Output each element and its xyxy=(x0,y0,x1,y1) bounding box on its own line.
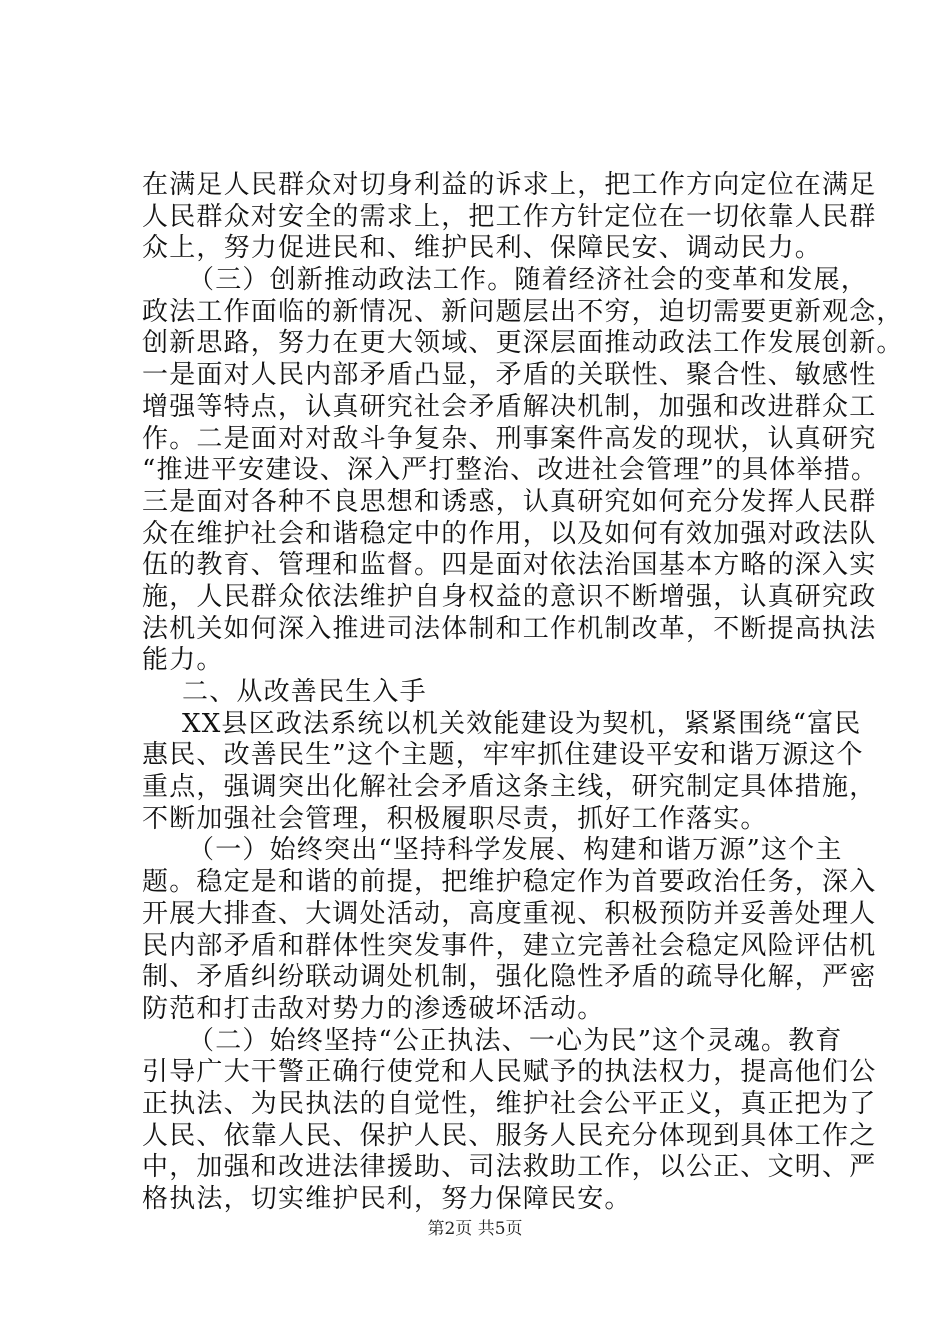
text-line: 格执法，切实维护民利，努力保障民安。 xyxy=(142,1184,632,1214)
text-line: 开展大排查、大调处活动，高度重视、积极预防并妥善处理人 xyxy=(142,898,877,929)
text-line: 不断加强社会管理，积极履职尽责，抓好工作落实。 xyxy=(142,803,768,834)
text-line: 伍的教育、管理和监督。四是面对依法治国基本方略的深入实 xyxy=(142,550,877,581)
text-line: “推进平安建设、深入严打整治、改进社会管理”的具体举措。 xyxy=(142,455,879,486)
subheading-line: （三）创新推动政法工作。随着经济社会的变革和发展， xyxy=(188,265,869,296)
text-line: 在满足人民群众对切身利益的诉求上，把工作方向定位在满足 xyxy=(142,170,877,200)
text-line: 题。稳定是和谐的前提，把维护稳定作为首要政治任务，深入 xyxy=(142,867,877,898)
subheading-line: （二）始终坚持“公正执法、一心为民”这个灵魂。教育 xyxy=(188,1025,843,1056)
text-line: 政法工作面临的新情况、新问题层出不穷，迫切需要更新观念， xyxy=(142,296,904,327)
text-line: 三是面对各种不良思想和诱惑，认真研究如何充分发挥人民群 xyxy=(142,486,877,517)
text-line: 制、矛盾纠纷联动调处机制，强化隐性矛盾的疏导化解，严密 xyxy=(142,962,877,993)
text-line: 创新思路，努力在更大领域、更深层面推动政法工作发展创新。 xyxy=(142,328,904,359)
document-body xyxy=(142,170,904,1216)
text-line: 防范和打击敌对势力的渗透破坏活动。 xyxy=(142,993,605,1024)
text-line: 重点，强调突出化解社会矛盾这条主线，研究制定具体措施， xyxy=(142,772,877,803)
text-line: 民内部矛盾和群体性突发事件，建立完善社会稳定风险评估机 xyxy=(142,930,877,961)
page-number-footer: 第2页 共5页 xyxy=(427,1219,523,1239)
text-line: 施，人民群众依法维护自身权益的意识不断增强，认真研究政 xyxy=(142,581,877,612)
section-heading: 二、从改善民生入手 xyxy=(182,677,427,707)
text-line: 能力。 xyxy=(142,645,224,676)
text-line: 引导广大干警正确行使党和人民赋予的执法权力，提高他们公 xyxy=(142,1057,877,1088)
text-line: 惠民、改善民生”这个主题，牢牢抓住建设平安和谐万源这个 xyxy=(142,740,864,771)
text-line: XX县区政法系统以机关效能建设为契机，紧紧围绕“富民 xyxy=(182,708,862,739)
text-line: 众在维护社会和谐稳定中的作用，以及如何有效加强对政法队 xyxy=(142,518,877,549)
text-line: 人民群众对安全的需求上，把工作方针定位在一切依靠人民群 xyxy=(142,201,877,232)
text-line: 一是面对人民内部矛盾凸显，矛盾的关联性、聚合性、敏感性 xyxy=(142,360,877,391)
text-line: 增强等特点，认真研究社会矛盾解决机制，加强和改进群众工 xyxy=(142,391,877,422)
text-line: 人民、依靠人民、保护人民、服务人民充分体现到具体工作之 xyxy=(142,1120,877,1151)
subheading-line: （一）始终突出“坚持科学发展、构建和谐万源”这个主 xyxy=(188,835,843,866)
text-line: 法机关如何深入推进司法体制和工作机制改革，不断提高执法 xyxy=(142,613,877,644)
text-line: 正执法、为民执法的自觉性，维护社会公平正义，真正把为了 xyxy=(142,1088,877,1119)
text-line: 作。二是面对对敌斗争复杂、刑事案件高发的现状，认真研究 xyxy=(142,423,877,454)
text-line: 中，加强和改进法律援助、司法救助工作，以公正、文明、严 xyxy=(142,1152,877,1183)
text-line: 众上，努力促进民和、维护民利、保障民安、调动民力。 xyxy=(142,233,823,264)
